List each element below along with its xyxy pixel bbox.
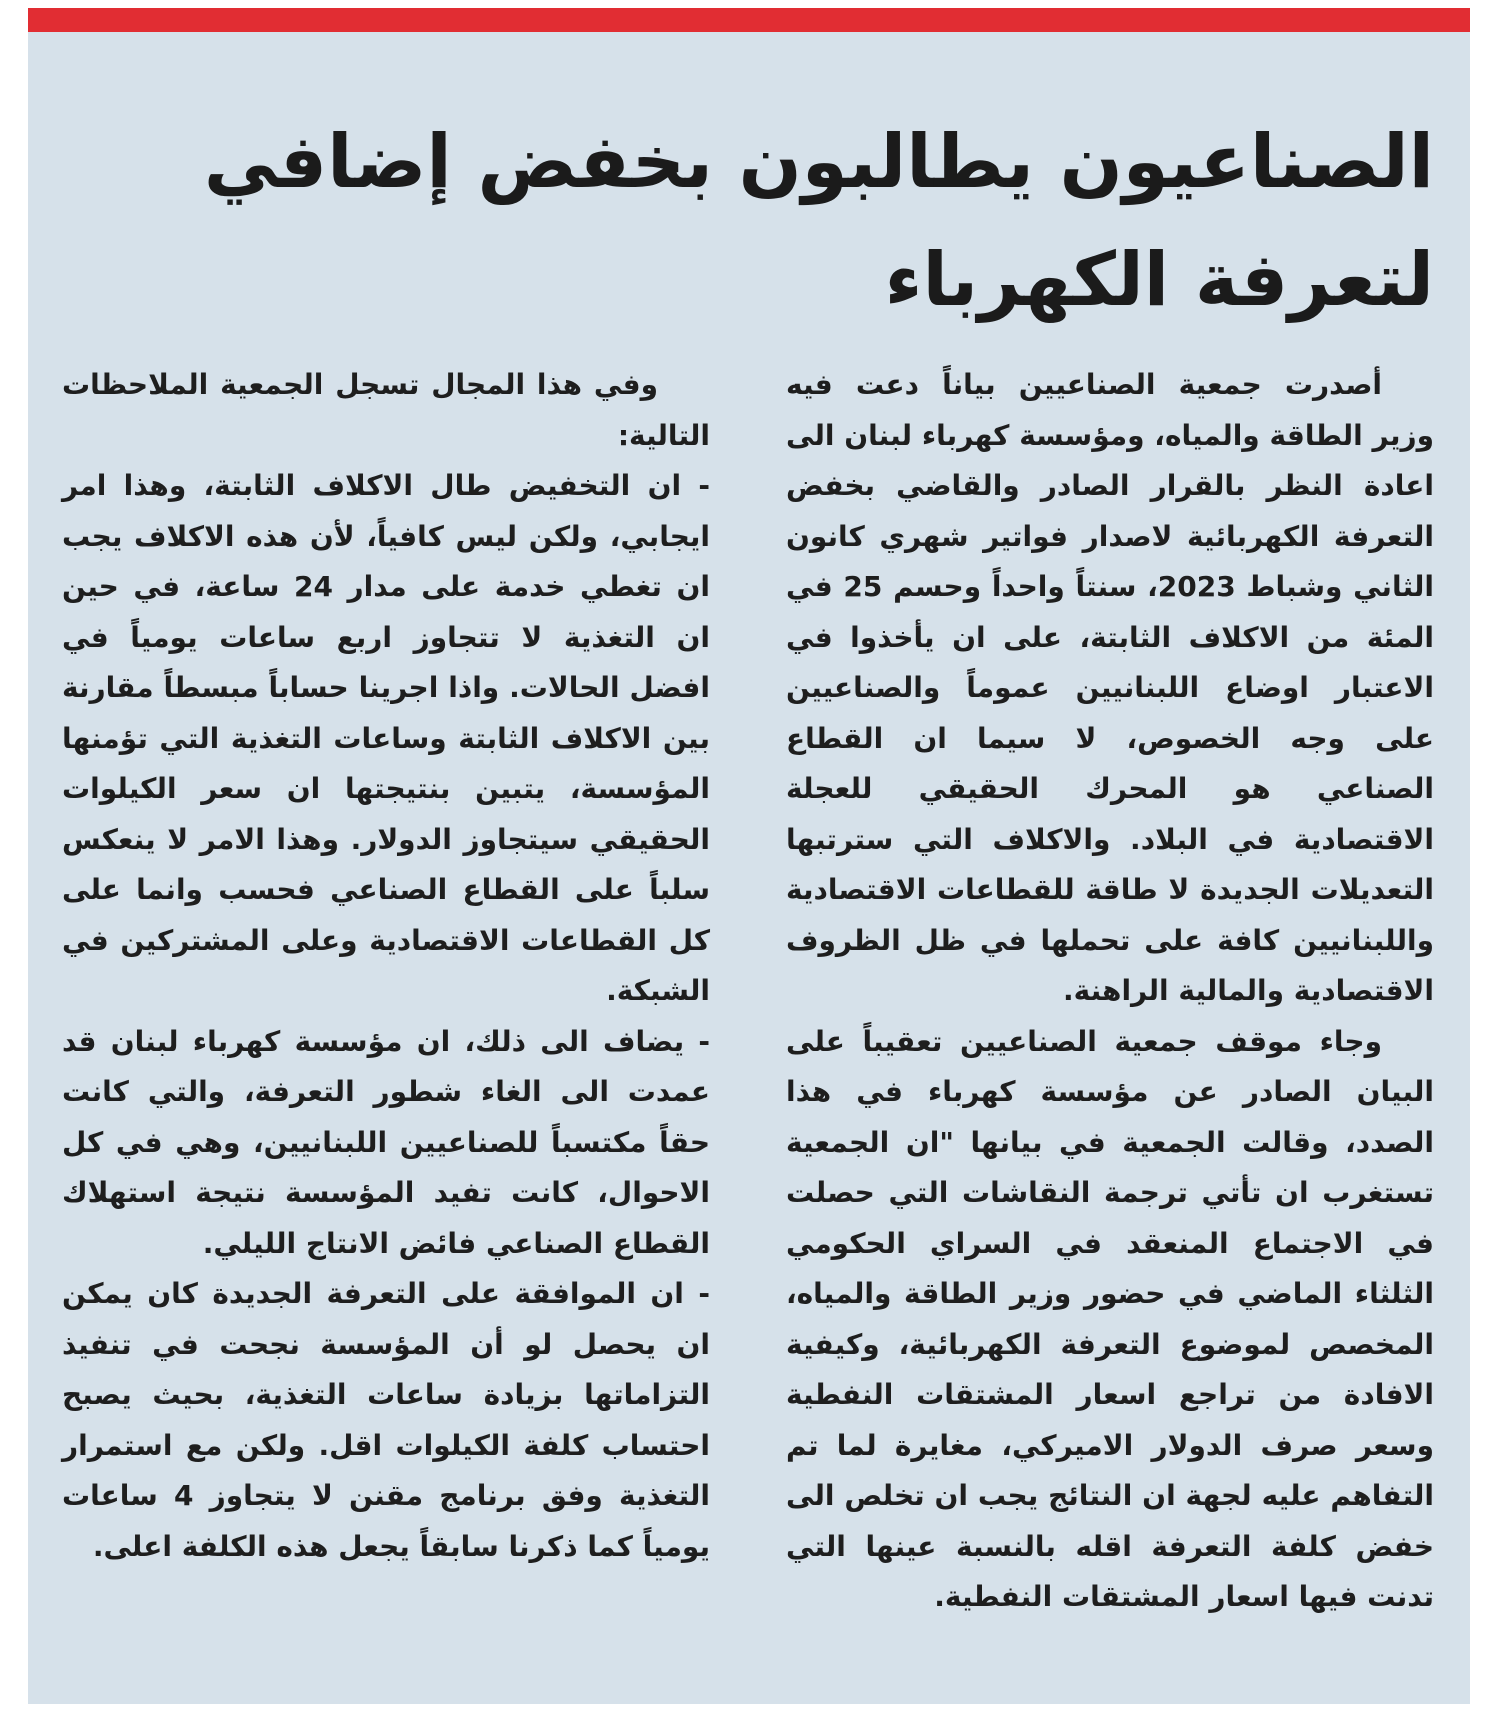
article-panel bbox=[28, 8, 1470, 1704]
article-paragraph: وفي هذا المجال تسجل الجمعية الملاحظات التالية: bbox=[62, 368, 710, 452]
article-column-left bbox=[62, 360, 710, 1572]
article-paragraph: أصدرت جمعية الصناعيين بياناً دعت فيه وزير الطاقة والمياه، ومؤسسة كهرباء لبنان الى اعادة النظر بالقرار الصادر والقاضي بخفض التعرفة الكهربائية لاصدار فواتير شهري كانون الثاني وشباط 2023، سنتاً واحداً وحسم 25 في المئة من الاكلاف الثابتة، على ان يأخذوا في الاعتبار اوضاع اللبنانيين عموماً والصناعيين على وجه الخصوص، لا سيما ان القطاع الصناعي هو المحرك الحقيقي للعجلة الاقتصادية في البلاد. والاكلاف التي سترتبها التعديلات الجديدة لا طاقة للقطاعات الاقتصادية واللبنانيين كافة على تحملها في ظل الظروف الاقتصادية والمالية الراهنة. bbox=[786, 368, 1434, 1007]
article-paragraph: - ان التخفيض طال الاكلاف الثابتة، وهذا امر ايجابي، ولكن ليس كافياً، لأن هذه الاكلاف يجب ان تغطي خدمة على مدار 24 ساعة، في حين ان التغذية لا تتجاوز اربع ساعات يومياً في افضل الحالات. واذا اجرينا حساباً مبسطاً مقارنة بين الاكلاف الثابتة وساعات التغذية التي تؤمنها المؤسسة، يتبين بنتيجتها ان سعر الكيلوات الحقيقي سيتجاوز الدولار. وهذا الامر لا ينعكس سلباً على القطاع الصناعي فحسب وانما على كل القطاعات الاقتصادية وعلى المشتركين في الشبكة. bbox=[62, 469, 710, 1007]
accent-bar bbox=[28, 8, 1470, 32]
article-paragraph: وجاء موقف جمعية الصناعيين تعقيباً على البيان الصادر عن مؤسسة كهرباء في هذا الصدد، وقالت الجمعية في بيانها "ان الجمعية تستغرب ان تأتي ترجمة النقاشات التي حصلت في الاجتماع المنعقد في السراي الحكومي الثلثاء الماضي في حضور وزير الطاقة والمياه، المخصص لموضوع التعرفة الكهربائية، وكيفية الافادة من تراجع اسعار المشتقات النفطية وسعر صرف الدولار الاميركي، مغايرة لما تم التفاهم عليه لجهة ان النتائج يجب ان تخلص الى خفض كلفة التعرفة اقله بالنسبة عينها التي تدنت فيها اسعار المشتقات النفطية. bbox=[786, 1024, 1434, 1613]
article-headline: الصناعيون يطالبون بخفض إضافي لتعرفة الكهرباء bbox=[203, 119, 1434, 323]
article-column-right bbox=[786, 360, 1434, 1623]
article-paragraph: - يضاف الى ذلك، ان مؤسسة كهرباء لبنان قد عمدت الى الغاء شطور التعرفة، والتي كانت حقاً مكتسباً للصناعيين اللبنانيين، وهي في كل الاحوال، كانت تفيد المؤسسة نتيجة استهلاك القطاع الصناعي فائض الانتاج الليلي. bbox=[62, 1024, 710, 1260]
article-paragraph: - ان الموافقة على التعرفة الجديدة كان يمكن ان يحصل لو أن المؤسسة نجحت في تنفيذ التزاماتها بزيادة ساعات التغذية، بحيث يصبح احتساب كلفة الكيلوات اقل. ولكن مع استمرار التغذية وفق برنامج مقنن لا يتجاوز 4 ساعات يومياً كما ذكرنا سابقاً يجعل هذه الكلفة اعلى. bbox=[62, 1277, 710, 1563]
